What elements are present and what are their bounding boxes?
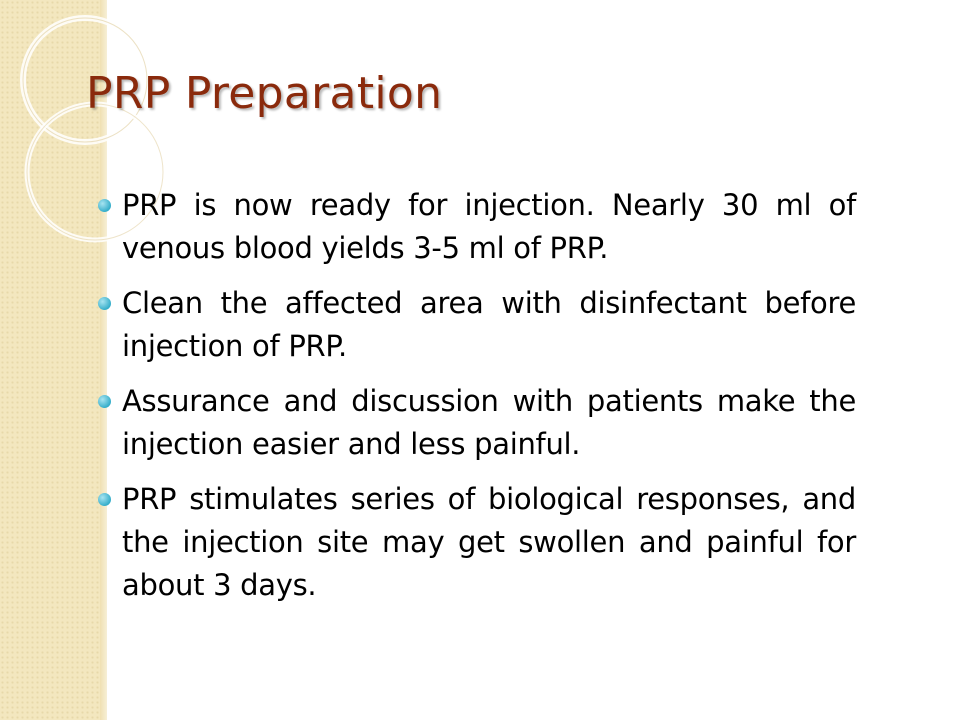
bullet-item (96, 184, 856, 270)
bullet-dot-icon (98, 297, 111, 310)
bullet-text: Clean the affected area with disinfectant before injection of PRP. (122, 286, 856, 363)
bullet-text: Assurance and discussion with patients make the injection easier and less painful. (122, 384, 856, 461)
bullet-dot-icon (98, 493, 111, 506)
bullet-item (96, 282, 856, 368)
bullet-dot-icon (98, 199, 111, 212)
bullet-text: PRP stimulates series of biological responses, and the injection site may get swollen and painful for about 3 days. (122, 482, 856, 602)
slide-title: PRP Preparation (86, 68, 443, 119)
bullet-dot-icon (98, 395, 111, 408)
bullet-item (96, 380, 856, 466)
bullet-text: PRP is now ready for injection. Nearly 30 ml of venous blood yields 3-5 ml of PRP. (122, 188, 856, 265)
bullet-item (96, 478, 856, 607)
bullet-list (96, 184, 856, 619)
